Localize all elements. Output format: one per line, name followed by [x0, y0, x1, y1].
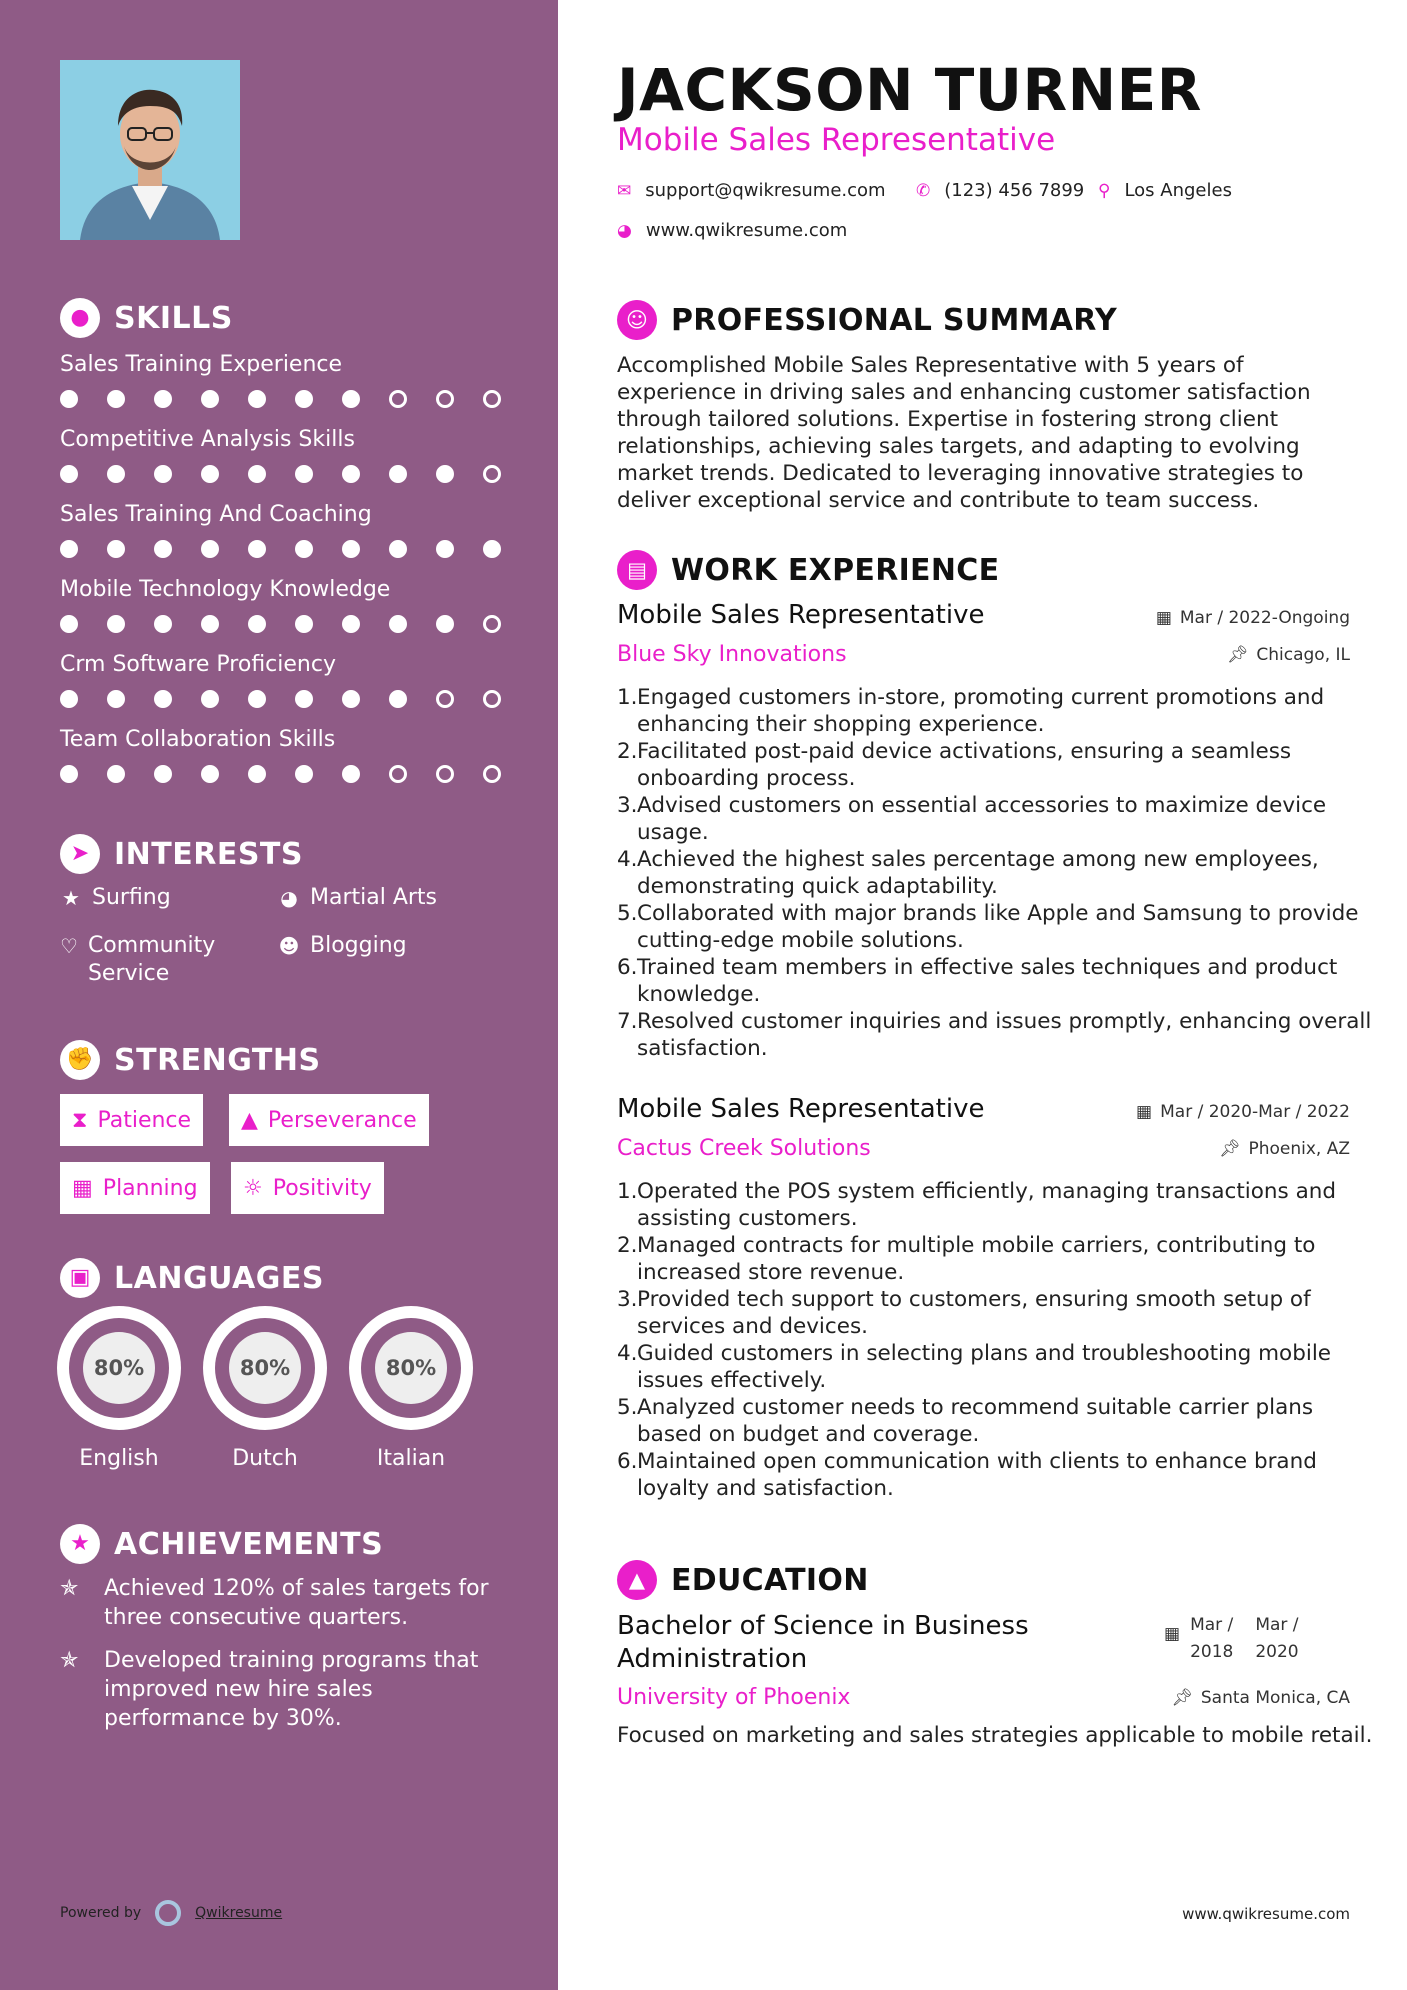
- rating-dot: [436, 690, 454, 708]
- rating-dot: [154, 390, 172, 408]
- strength-badge: ▦ Planning: [60, 1162, 210, 1214]
- interest-item: ◕ Martial Arts: [278, 884, 437, 912]
- achievement-item: ✯ Developed training programs that improved new hire sales performance by 30%.: [60, 1648, 479, 1731]
- rating-dot: [342, 540, 360, 558]
- qwikresume-link[interactable]: Qwikresume: [195, 1905, 283, 1921]
- rating-dot: [60, 390, 78, 408]
- rating-dot: [342, 765, 360, 783]
- skill-rating: [60, 615, 501, 633]
- rating-dot: [436, 765, 454, 783]
- work-heading: ▤ WORK EXPERIENCE: [617, 550, 999, 590]
- rating-dot: [436, 465, 454, 483]
- rating-dot: [295, 540, 313, 558]
- skill-name: Mobile Technology Knowledge: [60, 577, 391, 602]
- strengths-heading: ✊ STRENGTHS: [60, 1040, 321, 1080]
- job-company: Cactus Creek Solutions: [617, 1136, 871, 1161]
- rating-dot: [107, 765, 125, 783]
- rating-dot: [107, 615, 125, 633]
- hands-icon: ♡: [60, 934, 78, 958]
- job-title: Mobile Sales Representative: [617, 600, 985, 630]
- rating-dot: [483, 615, 501, 633]
- language-item: 80% English: [57, 1306, 181, 1471]
- interest-item: ♡ Community Service: [60, 933, 216, 986]
- list-item: 5. Collaborated with major brands like Apple and Samsung to provide cutting-edge mobile solutions.: [617, 901, 1359, 953]
- language-item: 80% Dutch: [203, 1306, 327, 1471]
- rating-dot: [295, 690, 313, 708]
- job-bullets: [617, 684, 1377, 1062]
- candidate-title: Mobile Sales Representative: [617, 122, 1056, 158]
- candidate-name: JACKSON TURNER: [617, 56, 1202, 124]
- rating-dot: [154, 765, 172, 783]
- briefcase-icon: ▤: [617, 550, 657, 590]
- powered-by: Powered by Qwikresume: [60, 1900, 282, 1926]
- interests-heading: ➤ INTERESTS: [60, 834, 303, 874]
- rating-dot: [60, 690, 78, 708]
- user-icon: ☺: [617, 300, 657, 340]
- rating-dot: [60, 465, 78, 483]
- skill-rating: [60, 390, 501, 408]
- rating-dot: [483, 540, 501, 558]
- skill-name: Team Collaboration Skills: [60, 727, 336, 752]
- calendar-icon: ▦: [1136, 1102, 1153, 1122]
- job-dates: ▦ Mar / 2022-Ongoing: [1155, 608, 1350, 628]
- list-item: 6. Trained team members in effective sales techniques and product knowledge.: [617, 955, 1338, 1007]
- paper-plane-icon: ➤: [60, 834, 100, 874]
- skill-rating: [60, 765, 501, 783]
- rating-dot: [154, 465, 172, 483]
- star-icon: ★: [62, 886, 80, 910]
- strength-badge: ⧗ Patience: [60, 1094, 203, 1146]
- avatar: [60, 60, 240, 240]
- education-location: 📌︎ Santa Monica, CA: [1171, 1688, 1350, 1708]
- footer-url[interactable]: www.qwikresume.com: [1182, 1905, 1350, 1923]
- list-item: 7. Resolved customer inquiries and issues promptly, enhancing overall satisfaction.: [617, 1009, 1372, 1061]
- rating-dot: [483, 390, 501, 408]
- languages-heading: ▣ LANGUAGES: [60, 1258, 324, 1298]
- skill-rating: [60, 690, 501, 708]
- contact-website[interactable]: ◕ www.qwikresume.com: [617, 220, 848, 241]
- pin-icon: 📌︎: [1226, 645, 1249, 665]
- job-bullets: [617, 1178, 1377, 1502]
- rating-dot: [389, 690, 407, 708]
- pin-icon: 📌︎: [1218, 1139, 1241, 1159]
- road-icon: ▲: [241, 1107, 258, 1133]
- education-description: Focused on marketing and sales strategies applicable to mobile retail.: [617, 1723, 1373, 1748]
- map-pin-icon: ⚲: [1098, 180, 1111, 201]
- globe-icon: ◕: [617, 220, 632, 241]
- hourglass-icon: ⧗: [72, 1107, 88, 1133]
- rating-dot: [201, 690, 219, 708]
- list-item: 3. Provided tech support to customers, ensuring smooth setup of services and devices.: [617, 1287, 1311, 1339]
- rating-dot: [389, 765, 407, 783]
- job-location: 📌︎ Chicago, IL: [1226, 645, 1350, 665]
- rating-dot: [389, 390, 407, 408]
- education-school: University of Phoenix: [617, 1685, 851, 1710]
- language-icon: ▣: [60, 1258, 100, 1298]
- rating-dot: [154, 690, 172, 708]
- skills-heading: ● SKILLS: [60, 298, 233, 338]
- rating-dot: [295, 390, 313, 408]
- fist-icon: ✊: [60, 1040, 100, 1080]
- rating-dot: [60, 765, 78, 783]
- qwikresume-logo-icon: [155, 1900, 181, 1926]
- job-location: 📌︎ Phoenix, AZ: [1218, 1139, 1350, 1159]
- rating-dot: [201, 540, 219, 558]
- calendar-icon: ▦: [1155, 608, 1172, 628]
- profile-photo: [60, 60, 240, 240]
- rating-dot: [107, 390, 125, 408]
- interest-item: ★ Surfing: [60, 884, 171, 912]
- lightbulb-icon: ●: [60, 298, 100, 338]
- list-item: 1. Operated the POS system efficiently, managing transactions and assisting customers.: [617, 1179, 1337, 1231]
- main-content: [558, 0, 1407, 1990]
- list-item: 3. Advised customers on essential accessories to maximize device usage.: [617, 793, 1327, 845]
- phone-icon: ✆: [916, 180, 931, 201]
- rating-dot: [295, 615, 313, 633]
- rating-dot: [436, 390, 454, 408]
- skill-name: Sales Training Experience: [60, 352, 343, 377]
- education-dates: ▦ Mar / 2018 Mar / 2020: [1164, 1615, 1299, 1662]
- skill-name: Sales Training And Coaching: [60, 502, 372, 527]
- list-item: 4. Guided customers in selecting plans and troubleshooting mobile issues effectively.: [617, 1341, 1332, 1393]
- rating-dot: [248, 690, 266, 708]
- globe-icon: ◕: [280, 886, 298, 910]
- strength-badge: ▲ Perseverance: [229, 1094, 429, 1146]
- rating-dot: [389, 465, 407, 483]
- rating-dot: [342, 465, 360, 483]
- education-heading: ▲ EDUCATION: [617, 1560, 869, 1600]
- skill-name: Competitive Analysis Skills: [60, 427, 355, 452]
- rating-dot: [248, 765, 266, 783]
- rating-dot: [295, 465, 313, 483]
- rating-dot: [248, 390, 266, 408]
- rating-dot: [60, 615, 78, 633]
- rating-dot: [342, 690, 360, 708]
- rating-dot: [60, 540, 78, 558]
- language-ring: 80%: [349, 1306, 473, 1430]
- rating-dot: [154, 615, 172, 633]
- summary-heading: ☺ PROFESSIONAL SUMMARY: [617, 300, 1117, 340]
- rating-dot: [201, 765, 219, 783]
- rating-dot: [389, 540, 407, 558]
- graduation-cap-icon: ▲: [617, 1560, 657, 1600]
- interest-item: ☻ Blogging: [278, 933, 407, 958]
- language-item: 80% Italian: [349, 1306, 473, 1471]
- job-dates: ▦ Mar / 2020-Mar / 2022: [1136, 1102, 1350, 1122]
- education-degree: Bachelor of Science in Business Administration: [617, 1611, 1029, 1674]
- rating-dot: [436, 615, 454, 633]
- rating-dot: [342, 390, 360, 408]
- rating-dot: [154, 540, 172, 558]
- envelope-icon: ✉: [617, 180, 632, 201]
- users-icon: ☻: [278, 934, 300, 958]
- skill-rating: [60, 465, 501, 483]
- contact-location: ⚲ Los Angeles: [1098, 180, 1232, 201]
- list-item: 2. Managed contracts for multiple mobile carriers, contributing to increased store revenue.: [617, 1233, 1316, 1285]
- rating-dot: [107, 690, 125, 708]
- strength-badge: ☼ Positivity: [231, 1162, 384, 1214]
- summary-text: Accomplished Mobile Sales Representative with 5 years of experience in driving sales and enhancing customer satisfaction through tailored solutions. Expertise in fostering strong client relationships, achieving sales targets, and adapting to evolving market trends. Dedicated to leveraging innovative strategies to deliver exceptional service and contribute to team success.: [617, 353, 1311, 513]
- rating-dot: [436, 540, 454, 558]
- rating-dot: [248, 615, 266, 633]
- rating-dot: [248, 540, 266, 558]
- trophy-icon: ★: [60, 1524, 100, 1564]
- pin-icon: 📌︎: [1171, 1688, 1193, 1708]
- rating-dot: [295, 765, 313, 783]
- rating-dot: [483, 465, 501, 483]
- job-title: Mobile Sales Representative: [617, 1094, 985, 1124]
- sidebar: [0, 0, 558, 1990]
- list-item: 5. Analyzed customer needs to recommend suitable carrier plans based on budget and coverage.: [617, 1395, 1314, 1447]
- sun-icon: ☼: [243, 1175, 263, 1201]
- rating-dot: [201, 615, 219, 633]
- contact-email[interactable]: ✉ support@qwikresume.com: [617, 180, 886, 201]
- list-item: 4. Achieved the highest sales percentage among new employees, demonstrating quick adaptability.: [617, 847, 1319, 899]
- language-ring: 80%: [57, 1306, 181, 1430]
- skill-rating: [60, 540, 501, 558]
- rating-dot: [248, 465, 266, 483]
- achievements-heading: ★ ACHIEVEMENTS: [60, 1524, 383, 1564]
- list-item: 1. Engaged customers in-store, promoting current promotions and enhancing their shopping experience.: [617, 685, 1325, 737]
- star-burst-icon: ✯: [60, 1648, 79, 1673]
- contact-phone[interactable]: ✆ (123) 456 7899: [916, 180, 1085, 201]
- skill-name: Crm Software Proficiency: [60, 652, 336, 677]
- calendar-icon: ▦: [1164, 1624, 1181, 1644]
- rating-dot: [201, 465, 219, 483]
- star-burst-icon: ✯: [60, 1576, 79, 1601]
- achievement-item: ✯ Achieved 120% of sales targets for three consecutive quarters.: [60, 1576, 489, 1630]
- rating-dot: [483, 690, 501, 708]
- calendar-icon: ▦: [72, 1175, 93, 1201]
- rating-dot: [107, 465, 125, 483]
- rating-dot: [483, 765, 501, 783]
- rating-dot: [389, 615, 407, 633]
- language-ring: 80%: [203, 1306, 327, 1430]
- rating-dot: [201, 390, 219, 408]
- job-company: Blue Sky Innovations: [617, 642, 847, 667]
- list-item: 2. Facilitated post-paid device activations, ensuring a seamless onboarding process.: [617, 739, 1292, 791]
- list-item: 6. Maintained open communication with clients to enhance brand loyalty and satisfaction.: [617, 1449, 1317, 1501]
- rating-dot: [342, 615, 360, 633]
- rating-dot: [107, 540, 125, 558]
